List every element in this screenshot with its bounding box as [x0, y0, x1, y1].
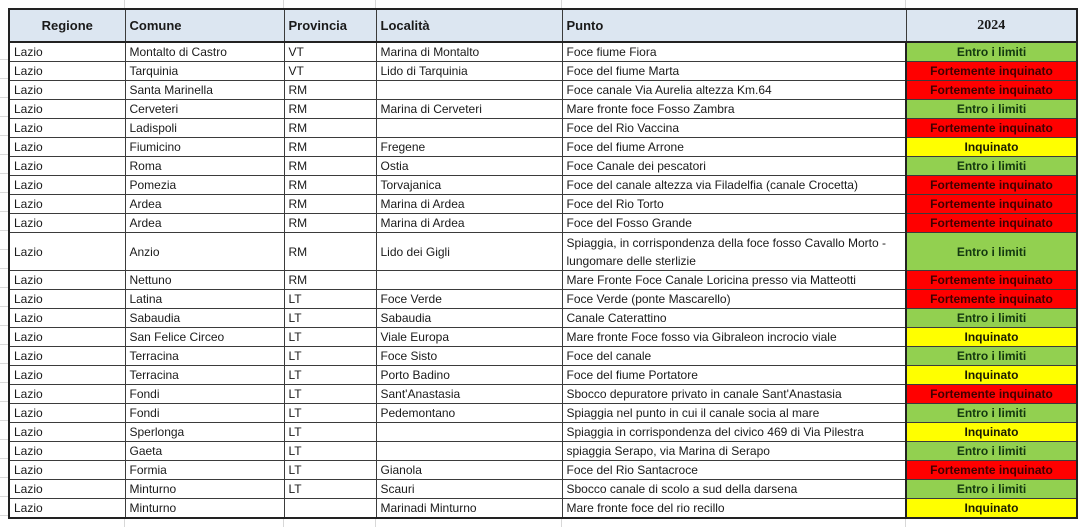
cell-localita: Marina di Cerveteri [376, 100, 562, 119]
cell-provincia: VT [284, 42, 376, 62]
status-cell-good: Entro i limiti [906, 233, 1077, 271]
cell-punto: Canale Caterattino [562, 309, 906, 328]
status-cell-good: Entro i limiti [906, 404, 1077, 423]
column-header-regione: Regione [9, 9, 125, 42]
cell-localita [376, 81, 562, 100]
column-header-punto: Punto [562, 9, 906, 42]
table-row [9, 100, 1077, 119]
cell-localita: Scauri [376, 480, 562, 499]
status-cell-medium: Inquinato [906, 328, 1077, 347]
cell-punto: Foce del canale altezza via Filadelfia (canale Crocetta) [562, 176, 906, 195]
cell-comune: Ardea [125, 195, 284, 214]
cell-localita: Marina di Ardea [376, 214, 562, 233]
cell-localita: Sant'Anastasia [376, 385, 562, 404]
cell-punto: Mare fronte foce Fosso Zambra [562, 100, 906, 119]
cell-provincia: LT [284, 328, 376, 347]
cell-localita [376, 442, 562, 461]
cell-regione: Lazio [9, 119, 125, 138]
status-cell-good: Entro i limiti [906, 309, 1077, 328]
cell-punto: Foce fiume Fiora [562, 42, 906, 62]
cell-comune: Sperlonga [125, 423, 284, 442]
cell-punto: Spiaggia nel punto in cui il canale socia al mare [562, 404, 906, 423]
status-cell-bad: Fortemente inquinato [906, 62, 1077, 81]
cell-comune: Pomezia [125, 176, 284, 195]
cell-punto: Foce del Rio Santacroce [562, 461, 906, 480]
cell-provincia: RM [284, 138, 376, 157]
status-cell-medium: Inquinato [906, 423, 1077, 442]
cell-provincia: RM [284, 100, 376, 119]
cell-regione: Lazio [9, 347, 125, 366]
column-header-localita: Località [376, 9, 562, 42]
cell-provincia: LT [284, 347, 376, 366]
cell-punto: Mare Fronte Foce Canale Loricina presso via Matteotti [562, 271, 906, 290]
water-quality-table [8, 8, 1078, 519]
cell-localita: Foce Sisto [376, 347, 562, 366]
table-row [9, 233, 1077, 271]
table-row [9, 309, 1077, 328]
cell-comune: Ladispoli [125, 119, 284, 138]
table-row [9, 119, 1077, 138]
table-row [9, 366, 1077, 385]
cell-comune: Terracina [125, 347, 284, 366]
status-cell-bad: Fortemente inquinato [906, 176, 1077, 195]
table-row [9, 138, 1077, 157]
cell-localita: Gianola [376, 461, 562, 480]
cell-punto: Foce del fiume Marta [562, 62, 906, 81]
table-row [9, 42, 1077, 62]
table-row [9, 480, 1077, 499]
cell-localita: Torvajanica [376, 176, 562, 195]
cell-comune: Terracina [125, 366, 284, 385]
status-cell-bad: Fortemente inquinato [906, 195, 1077, 214]
cell-punto: Foce Canale dei pescatori [562, 157, 906, 176]
cell-regione: Lazio [9, 62, 125, 81]
cell-localita: Foce Verde [376, 290, 562, 309]
cell-provincia: LT [284, 461, 376, 480]
cell-regione: Lazio [9, 404, 125, 423]
spreadsheet-gridlines-left [0, 41, 8, 518]
table-row [9, 442, 1077, 461]
cell-regione: Lazio [9, 366, 125, 385]
status-cell-bad: Fortemente inquinato [906, 214, 1077, 233]
cell-comune: Fiumicino [125, 138, 284, 157]
status-cell-medium: Inquinato [906, 499, 1077, 519]
cell-regione: Lazio [9, 423, 125, 442]
cell-provincia: LT [284, 290, 376, 309]
cell-punto: Foce canale Via Aurelia altezza Km.64 [562, 81, 906, 100]
cell-comune: Nettuno [125, 271, 284, 290]
cell-regione: Lazio [9, 176, 125, 195]
cell-regione: Lazio [9, 271, 125, 290]
cell-punto: Spiaggia in corrispondenza del civico 469 di Via Pilestra [562, 423, 906, 442]
cell-regione: Lazio [9, 385, 125, 404]
cell-provincia: LT [284, 442, 376, 461]
cell-provincia: LT [284, 423, 376, 442]
cell-punto: Foce del Fosso Grande [562, 214, 906, 233]
cell-comune: Gaeta [125, 442, 284, 461]
cell-localita: Sabaudia [376, 309, 562, 328]
cell-provincia: RM [284, 233, 376, 271]
cell-comune: Formia [125, 461, 284, 480]
table-row [9, 176, 1077, 195]
cell-punto: Foce del fiume Arrone [562, 138, 906, 157]
column-header-comune: Comune [125, 9, 284, 42]
table-row [9, 214, 1077, 233]
cell-provincia [284, 499, 376, 519]
cell-punto: Foce Verde (ponte Mascarello) [562, 290, 906, 309]
column-header-provincia: Provincia [284, 9, 376, 42]
table-body [9, 42, 1077, 518]
cell-localita: Ostia [376, 157, 562, 176]
cell-comune: Ardea [125, 214, 284, 233]
status-cell-bad: Fortemente inquinato [906, 461, 1077, 480]
table-row [9, 499, 1077, 519]
cell-comune: Latina [125, 290, 284, 309]
table-row [9, 404, 1077, 423]
cell-punto: Sbocco canale di scolo a sud della darsena [562, 480, 906, 499]
status-cell-bad: Fortemente inquinato [906, 385, 1077, 404]
cell-comune: Tarquinia [125, 62, 284, 81]
cell-localita: Porto Badino [376, 366, 562, 385]
cell-comune: Minturno [125, 480, 284, 499]
status-cell-good: Entro i limiti [906, 442, 1077, 461]
cell-comune: Anzio [125, 233, 284, 271]
cell-provincia: RM [284, 157, 376, 176]
table-row [9, 271, 1077, 290]
cell-regione: Lazio [9, 138, 125, 157]
status-cell-good: Entro i limiti [906, 480, 1077, 499]
status-cell-medium: Inquinato [906, 138, 1077, 157]
table-row [9, 62, 1077, 81]
cell-punto: Foce del canale [562, 347, 906, 366]
table-row [9, 347, 1077, 366]
cell-comune: Fondi [125, 385, 284, 404]
cell-localita: Marina di Montalto [376, 42, 562, 62]
table-row [9, 328, 1077, 347]
status-cell-bad: Fortemente inquinato [906, 119, 1077, 138]
cell-regione: Lazio [9, 214, 125, 233]
table-row [9, 81, 1077, 100]
cell-regione: Lazio [9, 100, 125, 119]
status-cell-bad: Fortemente inquinato [906, 81, 1077, 100]
status-cell-good: Entro i limiti [906, 157, 1077, 176]
cell-comune: Minturno [125, 499, 284, 519]
cell-punto: Foce del Rio Vaccina [562, 119, 906, 138]
cell-regione: Lazio [9, 42, 125, 62]
status-cell-good: Entro i limiti [906, 42, 1077, 62]
cell-regione: Lazio [9, 442, 125, 461]
status-cell-medium: Inquinato [906, 366, 1077, 385]
table-row [9, 423, 1077, 442]
table-row [9, 290, 1077, 309]
cell-localita [376, 271, 562, 290]
cell-punto: Mare fronte Foce fosso via Gibraleon incrocio viale [562, 328, 906, 347]
cell-provincia: RM [284, 214, 376, 233]
cell-localita: Lido di Tarquinia [376, 62, 562, 81]
cell-provincia: LT [284, 404, 376, 423]
status-cell-good: Entro i limiti [906, 100, 1077, 119]
spreadsheet-gridlines-bottom [8, 518, 1076, 527]
cell-punto: spiaggia Serapo, via Marina di Serapo [562, 442, 906, 461]
cell-comune: Montalto di Castro [125, 42, 284, 62]
cell-regione: Lazio [9, 81, 125, 100]
cell-localita: Pedemontano [376, 404, 562, 423]
table-row [9, 385, 1077, 404]
cell-comune: Cerveteri [125, 100, 284, 119]
table-row [9, 461, 1077, 480]
cell-provincia: LT [284, 366, 376, 385]
cell-provincia: RM [284, 195, 376, 214]
cell-comune: Santa Marinella [125, 81, 284, 100]
cell-regione: Lazio [9, 499, 125, 519]
table-row [9, 157, 1077, 176]
cell-provincia: LT [284, 385, 376, 404]
table-row [9, 195, 1077, 214]
cell-localita: Viale Europa [376, 328, 562, 347]
status-cell-bad: Fortemente inquinato [906, 290, 1077, 309]
cell-comune: Roma [125, 157, 284, 176]
cell-provincia: RM [284, 176, 376, 195]
cell-regione: Lazio [9, 309, 125, 328]
cell-localita: Fregene [376, 138, 562, 157]
cell-provincia: LT [284, 309, 376, 328]
cell-comune: Fondi [125, 404, 284, 423]
column-header-2024: 2024 [906, 9, 1077, 42]
cell-punto: Foce del Rio Torto [562, 195, 906, 214]
status-cell-bad: Fortemente inquinato [906, 271, 1077, 290]
cell-comune: San Felice Circeo [125, 328, 284, 347]
status-cell-good: Entro i limiti [906, 347, 1077, 366]
spreadsheet-gridlines-top [8, 0, 1076, 8]
cell-localita: Lido dei Gigli [376, 233, 562, 271]
cell-regione: Lazio [9, 461, 125, 480]
cell-regione: Lazio [9, 233, 125, 271]
cell-provincia: RM [284, 81, 376, 100]
cell-provincia: RM [284, 119, 376, 138]
cell-provincia: VT [284, 62, 376, 81]
cell-regione: Lazio [9, 328, 125, 347]
cell-regione: Lazio [9, 480, 125, 499]
table-header-row [9, 9, 1077, 42]
cell-punto: Mare fronte foce del rio recillo [562, 499, 906, 519]
cell-provincia: RM [284, 271, 376, 290]
cell-punto: Foce del fiume Portatore [562, 366, 906, 385]
cell-punto: Sbocco depuratore privato in canale Sant'Anastasia [562, 385, 906, 404]
cell-punto: Spiaggia, in corrispondenza della foce fosso Cavallo Morto - lungomare delle sterlizie [562, 233, 906, 271]
cell-localita: Marinadi Minturno [376, 499, 562, 519]
cell-regione: Lazio [9, 195, 125, 214]
cell-provincia: LT [284, 480, 376, 499]
cell-regione: Lazio [9, 157, 125, 176]
cell-localita [376, 423, 562, 442]
cell-localita: Marina di Ardea [376, 195, 562, 214]
cell-comune: Sabaudia [125, 309, 284, 328]
cell-regione: Lazio [9, 290, 125, 309]
cell-localita [376, 119, 562, 138]
